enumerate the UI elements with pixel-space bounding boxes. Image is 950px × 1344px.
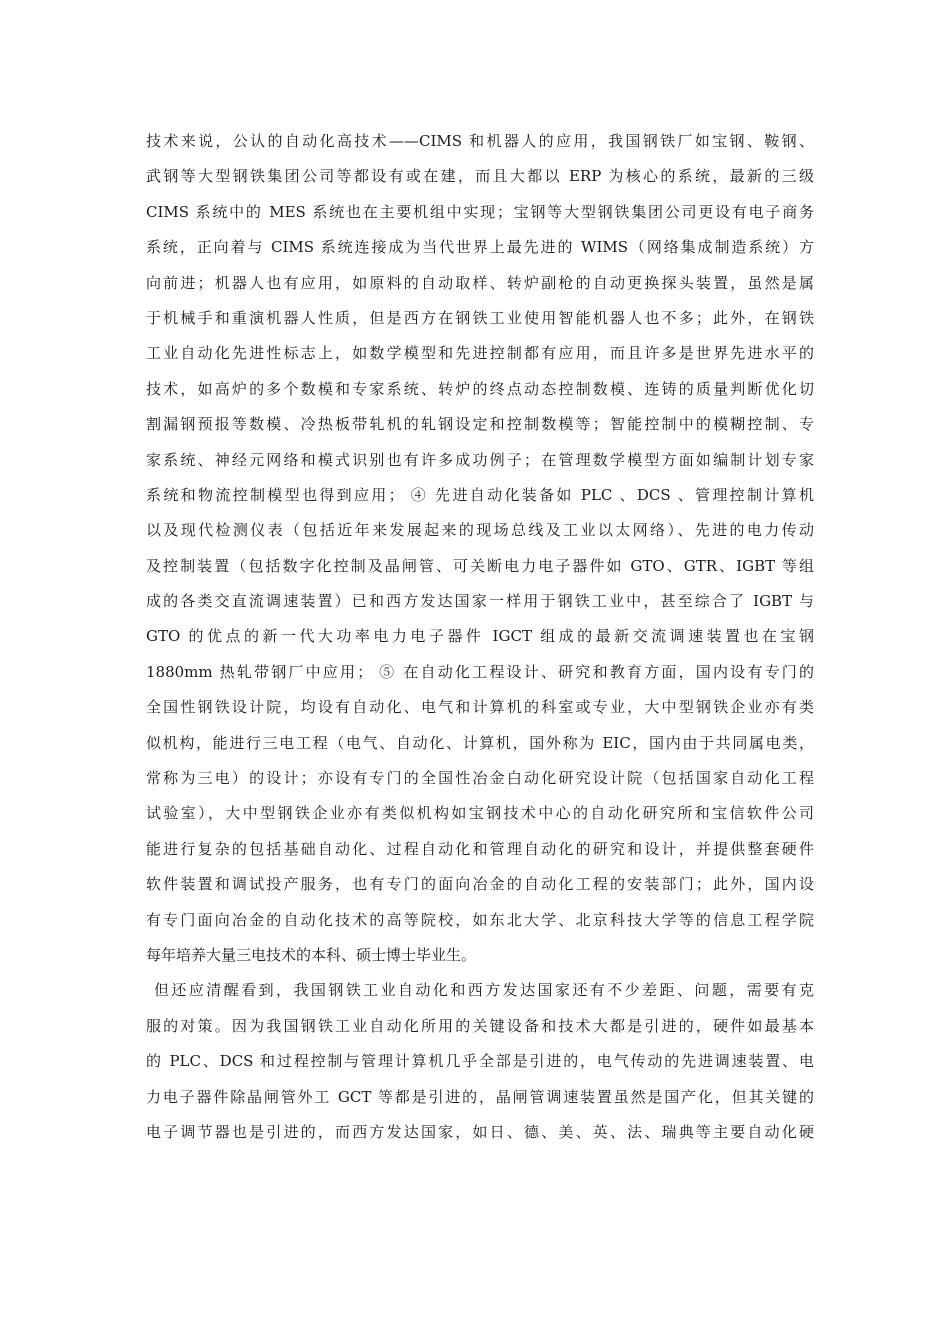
text-line: 电子调节器也是引进的，而西方发达国家，如日、德、美、英、法、瑞典等主要自动化硬 xyxy=(146,1122,814,1141)
text-line: 有专门面向冶金的自动化技术的高等院校，如东北大学、北京科技大学等的信息工程学院 xyxy=(146,910,814,929)
text-line: 能进行复杂的包括基础自动化、过程自动化和管理自动化的研究和设计，并提供整套硬件 xyxy=(146,839,814,858)
text-line: 软件装置和调试投产服务，也有专门的面向冶金的自动化工程的安装部门；此外，国内设 xyxy=(146,875,814,894)
text-line: 技术来说，公认的自动化高技术——CIMS 和机器人的应用，我国钢铁厂如宝钢、鞍钢、 xyxy=(146,132,814,150)
paragraph-end-line: 每年培养大量三电技术的本科、硕士博士毕业生。 xyxy=(146,945,477,964)
text-line: 成的各类交直流调速装置）已和西方发达国家一样用于钢铁工业中，甚至综合了 IGBT 与 xyxy=(146,592,814,611)
text-line: 武钢等大型钢铁集团公司等都设有或在建，而且大都以 ERP 为核心的系统，最新的三级 xyxy=(146,167,814,186)
text-line: 的 PLC、DCS 和过程控制与管理计算机几乎全部是引进的，电气传动的先进调速装置、电 xyxy=(146,1052,814,1071)
text-line: 试验室），大中型钢铁企业亦有类似机构如宝钢技术中心的自动化研究所和宝信软件公司 xyxy=(146,804,814,823)
text-line: 及控制装置（包括数字化控制及晶闸管、可关断电力电子器件如 GTO、GTR、IGBT 等组 xyxy=(146,556,814,575)
text-line: 力电子器件除晶闸管外工 GCT 等都是引进的，晶闸管调速装置虽然是国产化，但其关键的 xyxy=(146,1087,814,1106)
text-line: 1880mm 热轧带钢厂中应用； ⑤ 在自动化工程设计、研究和教育方面，国内设有专门的 xyxy=(146,662,814,681)
text-line: 系统，正向着与 CIMS 系统连接成为当代世界上最先进的 WIMS（网络集成制造系统）方 xyxy=(146,238,814,257)
text-line: 系统和物流控制模型也得到应用； ④ 先进自动化装备如 PLC 、DCS 、管理控制计算机 xyxy=(146,485,814,504)
text-line: 技术，如高炉的多个数模和专家系统、转炉的终点动态控制数模、连铸的质量判断优化切 xyxy=(146,379,814,398)
text-line: 工业自动化先进性标志上，如数学模型和先进控制都有应用，而且许多是世界先进水平的 xyxy=(146,344,814,363)
body-text xyxy=(146,124,814,1150)
text-line: 于机械手和重演机器人性质，但是西方在钢铁工业使用智能机器人也不多；此外，在钢铁 xyxy=(146,308,814,327)
text-line: 向前进；机器人也有应用，如原料的自动取样、转炉副枪的自动更换探头装置，虽然是属 xyxy=(146,273,814,292)
text-line: 似机构，能进行三电工程（电气、自动化、计算机，国外称为 EIC，国内由于共同属电类， xyxy=(146,733,814,752)
text-line: 服的对策。因为我国钢铁工业自动化所用的关键设备和技术大都是引进的，硬件如最基本 xyxy=(146,1016,814,1035)
text-line: 全国性钢铁设计院，均设有自动化、电气和计算机的科室或专业，大中型钢铁企业亦有类 xyxy=(146,698,814,717)
text-line: 割漏钢预报等数模、冷热板带轧机的轧钢设定和控制数模等；智能控制中的模糊控制、专 xyxy=(146,415,814,434)
text-line: 以及现代检测仪表（包括近年来发展起来的现场总线及工业以太网络）、先进的电力传动 xyxy=(146,521,814,540)
text-line: GTO 的优点的新一代大功率电力电子器件 IGCT 组成的最新交流调速装置也在宝钢 xyxy=(146,627,814,646)
text-line: 家系统、神经元网络和模式识别也有许多成功例子；在管理数学模型方面如编制计划专家 xyxy=(146,450,814,469)
text-line: 常称为三电）的设计；亦设有专门的全国性冶金白动化研究设计院（包括国家自动化工程 xyxy=(146,769,814,788)
text-line: CIMS 系统中的 MES 系统也在主要机组中实现；宝钢等大型钢铁集团公司更设有电子商务 xyxy=(146,202,814,221)
paragraph-first-line: 但还应清醒看到，我国钢铁工业自动化和西方发达国家还有不少差距、问题，需要有克 xyxy=(154,981,814,1000)
